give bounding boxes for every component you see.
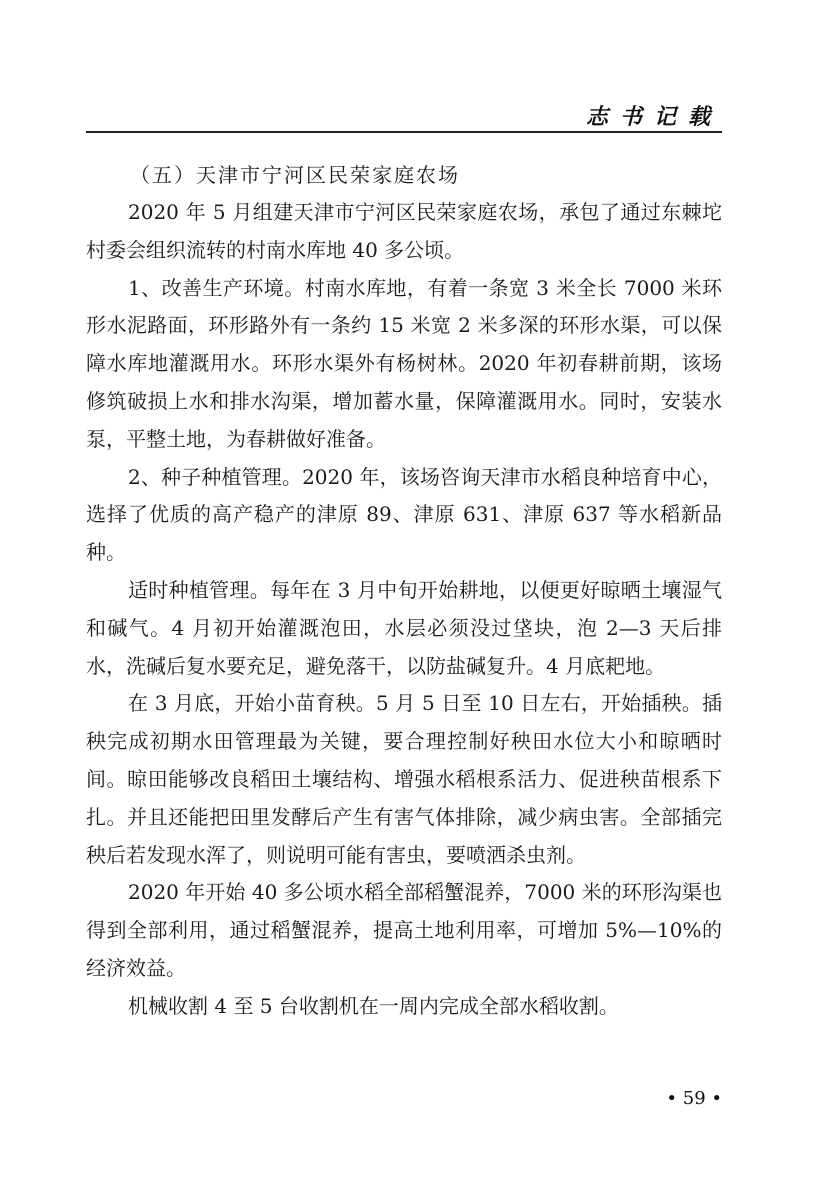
header-rule <box>86 131 722 133</box>
paragraph-rice-crab: 2020 年开始 40 多公顷水稻全部稻蟹混养，7000 米的环形沟渠也得到全部利用，通过稻蟹混养，提高土地利用率，可增加 5%—10%的经济效益。 <box>86 880 722 980</box>
paragraph-intro: 2020 年 5 月组建天津市宁河区民荣家庭农场，承包了通过东棘坨村委会组织流转的村南水库地 40 多公顷。 <box>86 200 722 262</box>
paragraph-seed-management: 2、种子种植管理。2020 年，该场咨询天津市水稻良种培育中心，选择了优质的高产稳产的津原 89、津原 631、津原 637 等水稻新品种。 <box>86 464 722 565</box>
running-header-title: 志书记载 <box>585 104 722 130</box>
body-text <box>86 156 722 1026</box>
paragraph-planting-timing: 适时种植管理。每年在 3 月中旬开始耕地，以便更好晾晒土壤湿气和碱气。4 月初开始灌溉泡田，水层必须没过垡块，泡 2—3 天后排水，洗碱后复水要充足，避免落干，以防盐碱复升。4 月底耙地。 <box>86 577 722 678</box>
paragraph-environment: 1、改善生产环境。村南水库地，有着一条宽 3 米全长 7000 米环形水泥路面，环形路外有一条约 15 米宽 2 米多深的环形水渠，可以保障水库地灌溉用水。环形水渠外有杨树林。2020 年初春耕前期，该场修筑破损上水和排水沟渠，增加蓄水量，保障灌溉用水。同时，安装水泵，平整土地，为春耕做好准备。 <box>86 275 722 451</box>
paragraph-seedling-transplant: 在 3 月底，开始小苗育秧。5 月 5 日至 10 日左右，开始插秧。插秧完成初期水田管理最为关键，要合理控制好秧田水位大小和晾晒时间。晾田能够改良稻田土壤结构、增强水稻根系活力、促进秧苗根系下扎。并且还能把田里发酵后产生有害气体排除，减少病虫害。全部插完秧后若发现水浑了，则说明可能有害虫，要喷洒杀虫剂。 <box>86 691 722 867</box>
paragraph-harvest: 机械收割 4 至 5 台收割机在一周内完成全部水稻收割。 <box>128 993 619 1018</box>
page-number: • 59 • <box>666 1088 722 1109</box>
section-heading: （五）天津市宁河区民荣家庭农场 <box>130 163 460 187</box>
